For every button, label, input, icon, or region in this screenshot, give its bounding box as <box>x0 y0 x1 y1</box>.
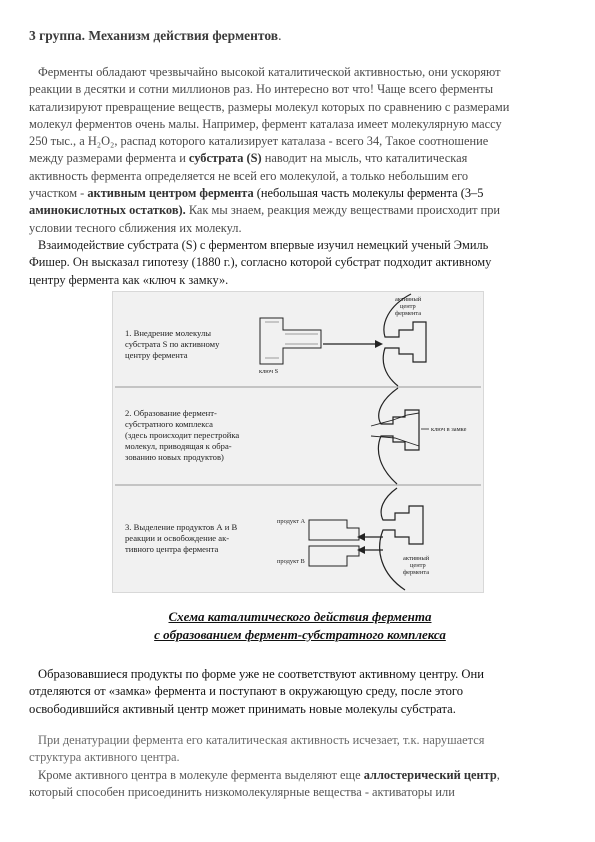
step3-line: тивного центра фермента <box>125 544 219 554</box>
p5-text: Кроме активного центра в молекуле фермента выделяют еще <box>38 768 364 782</box>
arrow-head <box>357 546 365 554</box>
product-a-shape <box>309 520 359 540</box>
p5-line <box>29 767 569 784</box>
term-substrate: субстрата (S) <box>188 151 262 166</box>
complex-substrate <box>371 413 419 446</box>
p4-line: При денатурации фермента его каталитическая активность исчезает, т.к. нарушается <box>38 733 485 747</box>
p1-line: 250 тыс., а H₂O₂, распад которого катализирует каталаза - всего 34, Такое соотношение <box>29 134 489 149</box>
p1-line: реакции в десятки и сотни миллионов раз. Но интересно вот что! Чаще всего ферменты <box>29 82 494 97</box>
figure-diagram <box>113 292 483 592</box>
p1-text: Как мы знаем, реакция между веществами происходит при <box>185 203 501 218</box>
step3-line: реакции и освобождение ак- <box>125 533 230 543</box>
step2-line: 2. Образование фермент- <box>125 408 217 418</box>
p1-line: условии тесного сближения их молекул. <box>29 220 242 235</box>
term-allosteric-center: аллостерический центр <box>363 768 497 782</box>
step2-line: зованию новых продуктов) <box>125 452 224 462</box>
term-amino-acids: аминокислотных остатков). <box>29 203 186 218</box>
step2-line: субстратного комплекса <box>125 419 213 429</box>
step1-line: 1. Внедрение молекулы <box>125 328 212 338</box>
p1-text: наводит на мысль, что каталитическая <box>261 151 468 166</box>
p2-line: Взаимодействие субстрата (S) с ферментом впервые изучил немецкий ученый Эмиль <box>38 238 489 252</box>
p1-line: активность фермента определяется не всей его молекулой, а только небольшим его <box>29 168 469 183</box>
substrate-shape <box>260 318 321 364</box>
enzyme-shape <box>378 388 419 484</box>
p5-text: , <box>496 768 500 782</box>
p1-line <box>29 185 569 202</box>
p1-line <box>29 150 569 167</box>
paragraph-denaturation <box>29 732 569 767</box>
p2-line: центру фермента как «ключ к замку». <box>29 272 229 287</box>
active-center-label: центр <box>410 562 426 569</box>
paragraph-enzyme-activity <box>29 64 569 237</box>
p2-line: Фишер. Он высказал гипотезу (1880 г.), согласно которой субстрат подходит активному <box>29 255 492 270</box>
step2-line: (здесь происходит перестройка <box>125 430 240 440</box>
p1-line <box>29 202 569 219</box>
p5-line: который способен присоединить низкомолекулярные вещества - активаторы или <box>29 785 455 800</box>
product-a-label: продукт А <box>277 518 306 525</box>
p1-text: между размерами фермента и <box>29 151 189 166</box>
step1-line: субстрата S по активному <box>125 339 220 349</box>
paragraph-fischer <box>29 237 569 289</box>
heading-dot: . <box>278 28 282 43</box>
step1-line: центру фермента <box>125 350 188 360</box>
arrow-head <box>375 340 383 348</box>
product-b-shape <box>309 546 359 566</box>
lock-label: ключ в замке <box>431 426 467 433</box>
term-active-center: активным центром фермента <box>87 186 254 201</box>
substrate-label: ключ S <box>259 368 279 375</box>
step3-line: 3. Выделение продуктов А и В <box>125 522 238 532</box>
figure-caption <box>60 608 540 644</box>
p3-line: отделяются от «замка» фермента и поступают в окружающую среду, после этого <box>29 684 464 699</box>
enzyme-mechanism-figure <box>112 291 484 593</box>
p1-text: (небольшая часть молекулы фермента (3–5 <box>253 186 484 201</box>
active-center-label: активный <box>395 296 422 303</box>
p3-line: освободившийся активный центр может принимать новые молекулы субстрата. <box>29 701 456 716</box>
p3-line: Образовавшиеся продукты по форме уже не соответствуют активному центру. Они <box>38 667 485 681</box>
active-center-label: активный <box>403 555 430 562</box>
p4-line: структура активного центра. <box>29 750 180 765</box>
paragraph-allosteric <box>29 767 569 802</box>
active-center-label: центр <box>400 303 416 310</box>
active-center-label: фермента <box>403 569 430 576</box>
heading-title: 3 группа. Механизм действия ферментов <box>29 28 279 43</box>
substrate-shape-lines <box>265 322 318 358</box>
p1-line: Ферменты обладают чрезвычайно высокой каталитической активностью, они ускоряют <box>38 65 501 79</box>
product-b-label: продукт В <box>277 558 305 565</box>
step2-line: молекул, приводящая к обра- <box>125 441 232 451</box>
section-heading <box>29 28 281 44</box>
caption-line: Схема каталитического действия фермента <box>168 609 432 624</box>
active-center-label: фермента <box>395 310 422 317</box>
p1-text: участком - <box>29 186 88 201</box>
caption-line: с образованием фермент-субстратного комплекса <box>154 627 446 642</box>
paragraph-products <box>29 666 569 718</box>
p1-line: катализируют превращение веществ, размеры молекул которых по сравнению с размерами <box>29 99 510 114</box>
p1-line: молекул ферментов очень малы. Например, фермент каталаза имеет молекулярную массу <box>29 116 502 131</box>
